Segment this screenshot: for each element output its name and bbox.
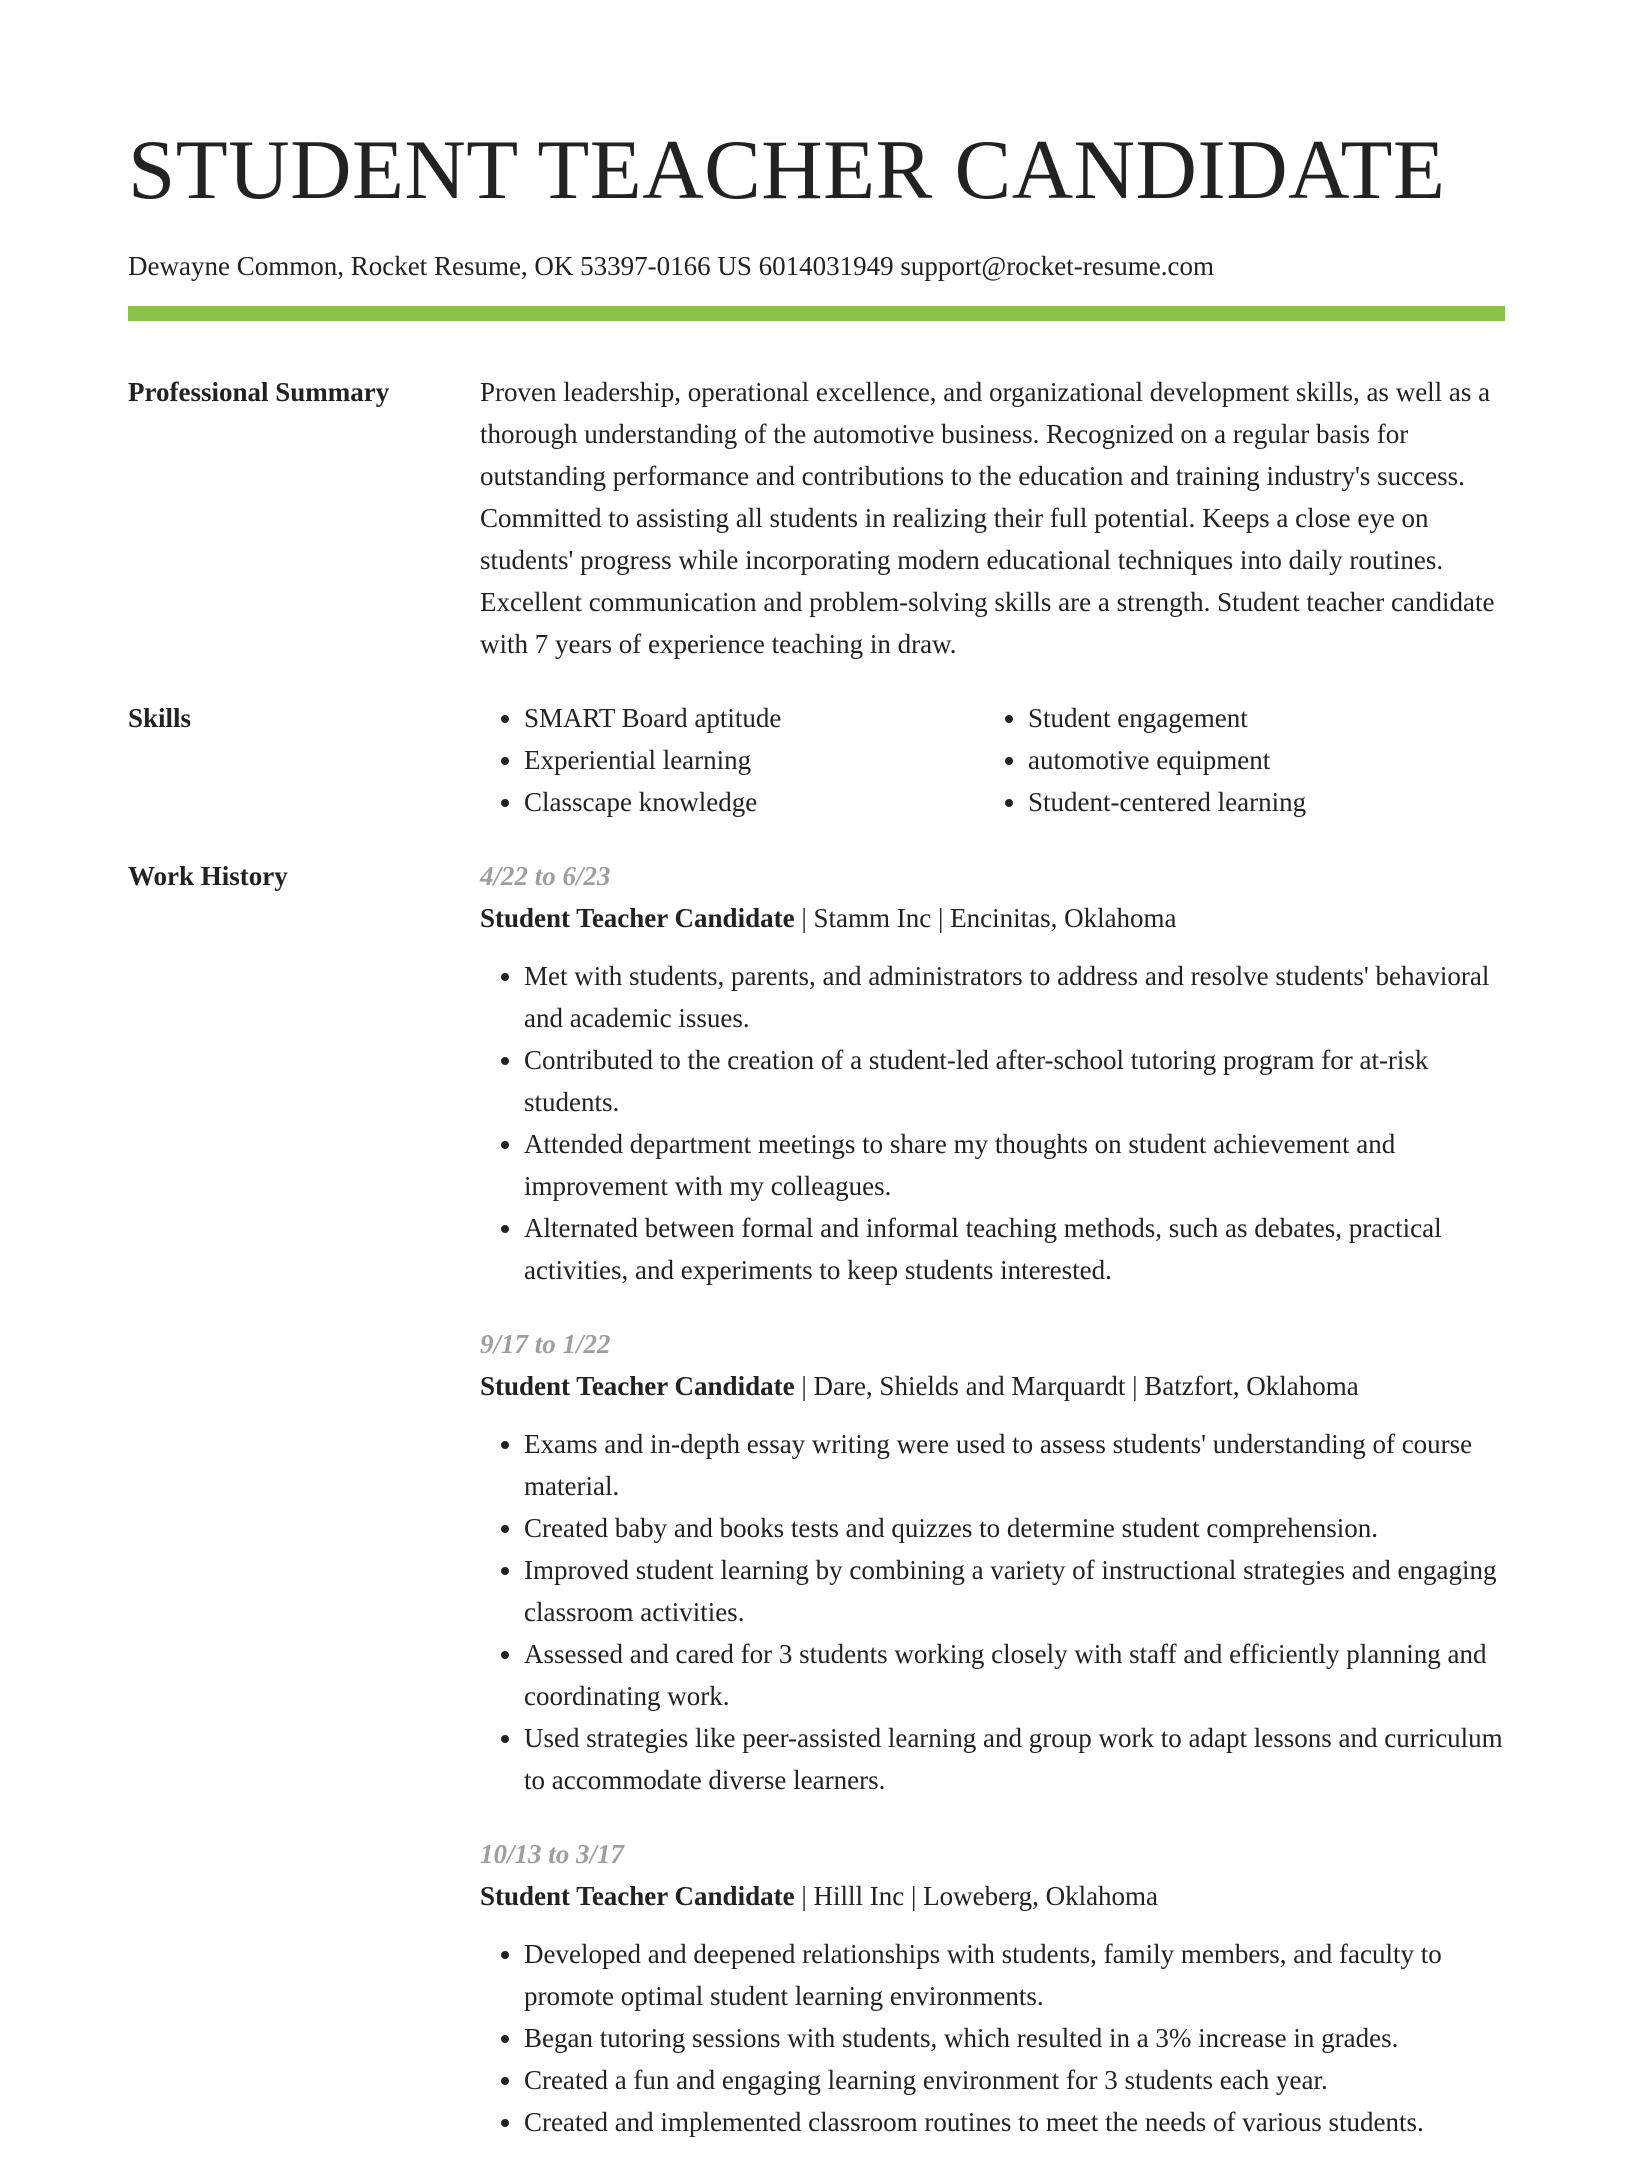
section-title-skills: Skills [128,703,192,733]
contact-info: Dewayne Common, Rocket Resume, OK 53397-0166 US 6014031949 support@rocket-resume.com [128,251,1214,281]
job-title: Student Teacher Candidate [480,1371,795,1401]
job-details: | Hilll Inc | Loweberg, Oklahoma [794,1881,1159,1911]
job-title-line [480,1875,1505,1917]
job-bullet: • Assessed and cared for 3 students working closely with staff and efficiently planning and coordinating work. [524,1633,1505,1717]
skills-column-1 [480,697,984,823]
candidate-name: STUDENT TEACHER CANDIDATE [128,123,1446,217]
skill-item: • automotive equipment [1028,739,1488,781]
job-bullet: • Attended department meetings to share my thoughts on student achievement and improvement with my colleagues. [524,1123,1505,1207]
job-date: 9/17 to 1/22 [480,1329,611,1359]
job-title: Student Teacher Candidate [480,1881,795,1911]
job-bullet: • Developed and deepened relationships with students, family members, and faculty to promote optimal student learning environments. [524,1933,1505,2017]
job-title: Student Teacher Candidate [480,903,795,933]
job-bullet: • Alternated between formal and informal teaching methods, such as debates, practical activities, and experiments to keep students interested. [524,1207,1505,1291]
skill-item: • Classcape knowledge [524,781,984,823]
job-title-line [480,897,1505,939]
job-title-line [480,1365,1505,1407]
work-history-body [480,855,1505,2175]
job-bullet: • Met with students, parents, and administrators to address and resolve students' behavioral and academic issues. [524,955,1505,1039]
section-title-summary: Professional Summary [128,377,390,407]
skill-item: • Student-centered learning [1028,781,1488,823]
job-bullet: • Used strategies like peer-assisted learning and group work to adapt lessons and curriculum to accommodate diverse learners. [524,1717,1505,1801]
job-bullet: • Created baby and books tests and quizzes to determine student comprehension. [524,1507,1505,1549]
job-entry [480,855,1505,1291]
job-bullet: • Exams and in-depth essay writing were used to assess students' understanding of course material. [524,1423,1505,1507]
job-bullets [480,1423,1505,1801]
work-history-section [128,855,1505,2175]
skill-item: • Experiential learning [524,739,984,781]
job-bullet: • Created and implemented classroom routines to meet the needs of various students. [524,2101,1505,2143]
job-date: 10/13 to 3/17 [480,1839,625,1869]
job-bullet: • Contributed to the creation of a student-led after-school tutoring program for at-risk students. [524,1039,1505,1123]
resume-page [128,0,1505,2175]
section-title-work: Work History [128,861,288,891]
job-details: | Dare, Shields and Marquardt | Batzfort, Oklahoma [794,1371,1359,1401]
job-entry [480,1833,1505,2143]
skills-column-2 [984,697,1488,823]
professional-summary-section [128,371,1505,665]
skills-section [128,697,1505,823]
job-details: | Stamm Inc | Encinitas, Oklahoma [794,903,1177,933]
job-bullet: • Created a fun and engaging learning environment for 3 students each year. [524,2059,1505,2101]
header-divider [128,306,1505,321]
skill-item: • SMART Board aptitude [524,697,984,739]
job-bullet: • Improved student learning by combining a variety of instructional strategies and engaging classroom activities. [524,1549,1505,1633]
job-entry [480,1323,1505,1801]
summary-body [480,371,1505,665]
job-bullet: • Began tutoring sessions with students, which resulted in a 3% increase in grades. [524,2017,1505,2059]
job-bullets [480,955,1505,1291]
skill-item: • Student engagement [1028,697,1488,739]
skills-list [480,697,1505,823]
job-date: 4/22 to 6/23 [480,861,611,891]
summary-text: Proven leadership, operational excellence, and organizational development skills, as well as a thorough understanding of the automotive business. Recognized on a regular basis for outstanding performance and contributions to the education and training industry's success. Committed to assisting all students in realizing their full potential. Keeps a close eye on students' progress while incorporating modern educational techniques into daily routines. Excellent communication and problem-solving skills are a strength. Student teacher candidate with 7 years of experience teaching in draw. [480,377,1495,659]
